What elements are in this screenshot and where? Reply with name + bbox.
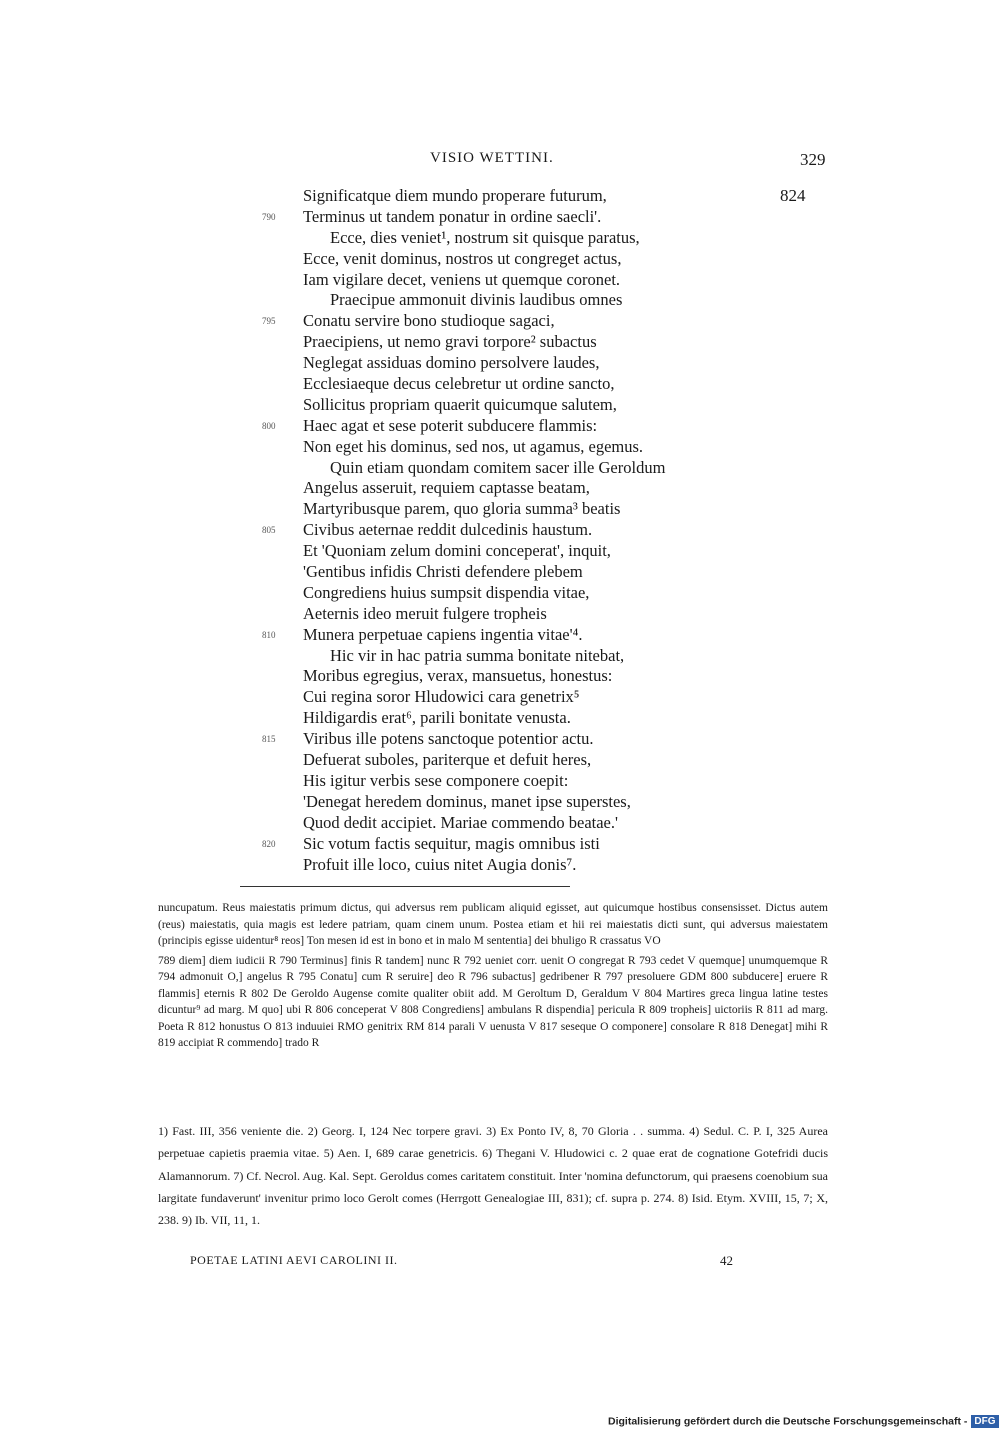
verse-line [0, 207, 1000, 228]
verse-text: Cui regina soror Hludowici cara genetrix⁵ [303, 687, 580, 707]
verse-line [0, 687, 1000, 708]
verse-line [0, 458, 1000, 479]
verse-text: Defuerat suboles, pariterque et defuit heres, [303, 750, 592, 770]
apparatus-paragraph: nuncupatum. Reus maiestatis primum dictus, qui adversus rem publicam aliquid egisset, aut quicumque hostibus consensisset. Dictus autem (reus) maiestatis, quia magis est ledere patriam, quam cinem unum. Postea etiam et hii rei maiestatis dicti sunt, qui adversus maiestatem (principis egisse uidentur⁸ reos] Ton mesen id est in bono et in malo M sententia] dei bhuligo R crassatus VO [158, 902, 828, 947]
signature-line: POETAE LATINI AEVI CAROLINI II. [190, 1253, 398, 1267]
running-title: VISIO WETTINI. [430, 150, 554, 166]
verse-text: Quod dedit accipiet. Mariae commendo beatae.' [303, 812, 618, 832]
verse-text: Munera perpetuae capiens ingentia vitae'⁴. [303, 624, 583, 644]
footnote-rule [240, 886, 570, 887]
verse-text: Significatque diem mundo properare futurum, [303, 186, 607, 205]
verse-text: Terminus ut tandem ponatur in ordine saecli'. [303, 206, 602, 226]
verse-line-number: 820 [262, 838, 276, 849]
verse-line [0, 646, 1000, 667]
verse-line [0, 270, 1000, 291]
verse-line-number: 805 [262, 525, 276, 536]
verse-text: Praecipue ammonuit divinis laudibus omnes [330, 290, 623, 310]
verse-line [0, 666, 1000, 687]
verse-line-number: 810 [262, 629, 276, 640]
verse-line [0, 729, 1000, 750]
verse-text: Viribus ille potens sanctoque potentior actu. [303, 729, 594, 749]
verse-text: Hic vir in hac patria summa bonitate nitebat, [330, 645, 625, 665]
verse-text: Moribus egregius, verax, mansuetus, honestus: [303, 666, 613, 686]
verse-line [0, 834, 1000, 855]
verse-line [0, 395, 1000, 416]
verse-text: Sic votum factis sequitur, magis omnibus isti [303, 833, 600, 853]
verse-line [0, 813, 1000, 834]
verse-text: Iam vigilare decet, veniens ut quemque coronet. [303, 269, 621, 289]
verse-line-number: 815 [262, 734, 276, 745]
verse-text: Civibus aeternae reddit dulcedinis haustum. [303, 520, 593, 540]
verse-text: Haec agat et sese poterit subducere flammis: [303, 415, 598, 435]
verse-line [0, 855, 1000, 876]
verse-line [0, 708, 1000, 729]
verse-line [0, 792, 1000, 813]
verse-line [0, 416, 1000, 437]
verse-line [0, 583, 1000, 604]
sheet-number: 42 [720, 1253, 733, 1268]
verse-text: Et 'Quoniam zelum domini conceperat', inquit, [303, 541, 611, 561]
page-number: 329 [800, 150, 826, 169]
verse-text: Congrediens huius sumpsit dispendia vitae, [303, 582, 590, 602]
verse-line [0, 437, 1000, 458]
verse-line [0, 625, 1000, 646]
verse-line-number: 800 [262, 420, 276, 431]
verse-text: 'Gentibus infidis Christi defendere plebem [303, 562, 583, 582]
verse-text: His igitur verbis sese componere coepit: [303, 770, 569, 790]
top-line-number: 824 [780, 186, 806, 205]
verse-line [0, 249, 1000, 270]
critical-apparatus [158, 900, 828, 1052]
verse-line [0, 186, 1000, 207]
verse-block [0, 186, 1000, 875]
verse-line [0, 604, 1000, 625]
source-notes [158, 1120, 828, 1231]
verse-line [0, 750, 1000, 771]
verse-text: Ecclesiaeque decus celebretur ut ordine sancto, [303, 374, 615, 394]
verse-line [0, 290, 1000, 311]
verse-line [0, 520, 1000, 541]
verse-text: Profuit ille loco, cuius nitet Augia donis⁷. [303, 854, 577, 874]
verse-text: 'Denegat heredem dominus, manet ipse superstes, [303, 791, 631, 811]
verse-line [0, 228, 1000, 249]
verse-text: Martyribusque parem, quo gloria summa³ beatis [303, 499, 621, 519]
verse-text: Neglegat assiduas domino persolvere laudes, [303, 353, 600, 373]
verse-text: Aeternis ideo meruit fulgere tropheis [303, 603, 547, 623]
verse-text: Praecipiens, ut nemo gravi torpore² subactus [303, 332, 597, 352]
verse-text: Conatu servire bono studioque sagaci, [303, 311, 555, 331]
verse-line-number: 790 [262, 211, 276, 222]
notes-paragraph: 1) Fast. III, 356 veniente die. 2) Georg. I, 124 Nec torpere gravi. 3) Ex Ponto IV, 8, 70 Gloria . . summa. 4) Sedul. C. P. I, 325 Aurea perpetuae capietis praemia vitae. 5) Aen. I, 689 carae genetricis. 6) Thegani V. Hludowici c. 2 quae erat de cognatione Gotefridi ducis Alamannorum. 7) Cf. Necrol. Aug. Kal. Sept. Geroldus comes caritatem constituit. Inter 'nomina defunctorum, qui praesens coenobium sua largitate fundaverunt' invenitur primo loco Gerolt comes (Herrgott Genealogiae III, 831); cf. supra p. 274. 8) Isid. Etym. XVIII, 15, 7; X, 238. 9) Ib. VII, 11, 1. [158, 1124, 828, 1228]
verse-line-number: 795 [262, 316, 276, 327]
dfg-logo: DFG [971, 1415, 998, 1428]
verse-text: Hildigardis erat⁶, parili bonitate venusta. [303, 708, 571, 728]
verse-text: Angelus asseruit, requiem captasse beatam, [303, 478, 590, 498]
verse-line [0, 374, 1000, 395]
dfg-credit-text: Digitalisierung gefördert durch die Deutsche Forschungsgemeinschaft - [608, 1415, 968, 1428]
verse-line [0, 353, 1000, 374]
verse-line [0, 478, 1000, 499]
verse-text: Non eget his dominus, sed nos, ut agamus, egemus. [303, 436, 644, 456]
verse-text: Ecce, venit dominus, nostros ut congreget actus, [303, 248, 622, 268]
apparatus-variants: 789 diem] diem iudicii R 790 Terminus] finis R tandem] nunc R 792 ueniet corr. uenit O congregat R 793 cedet V quemque] unumquemque R 794 admonuit O,] angelus R 795 Conatu] cum R seruire] deo R 796 subactus] gedribener R 797 presoluere GDM 800 subducere] eruere R flammis] eternis R 802 De Geroldo Augense comite qualiter obiit add. M Geroltum D, Geraldum V 804 Martires greca lingua latine testes dicuntur⁹ ad marg. M quo] ubi R 806 conceperat V 808 Congrediens] ambulans R dispendia] pericula R 809 tropheis] uictoriis R 811 ad marg. Poeta R 812 honustus O 813 induuiei RMO genitrix RM 814 parali V uenusta V 817 seseque O componere] consolare R 818 Denegat] mihi R 819 accipiat R commendo] trado R [158, 954, 828, 1049]
verse-line [0, 562, 1000, 583]
verse-text: Quin etiam quondam comitem sacer ille Geroldum [330, 457, 666, 477]
verse-line [0, 499, 1000, 520]
verse-text: Sollicitus propriam quaerit quicumque salutem, [303, 394, 617, 414]
verse-text: Ecce, dies veniet¹, nostrum sit quisque paratus, [330, 227, 640, 247]
verse-line [0, 771, 1000, 792]
verse-line [0, 541, 1000, 562]
verse-line [0, 332, 1000, 353]
dfg-credit[interactable] [608, 1415, 999, 1428]
verse-line [0, 311, 1000, 332]
